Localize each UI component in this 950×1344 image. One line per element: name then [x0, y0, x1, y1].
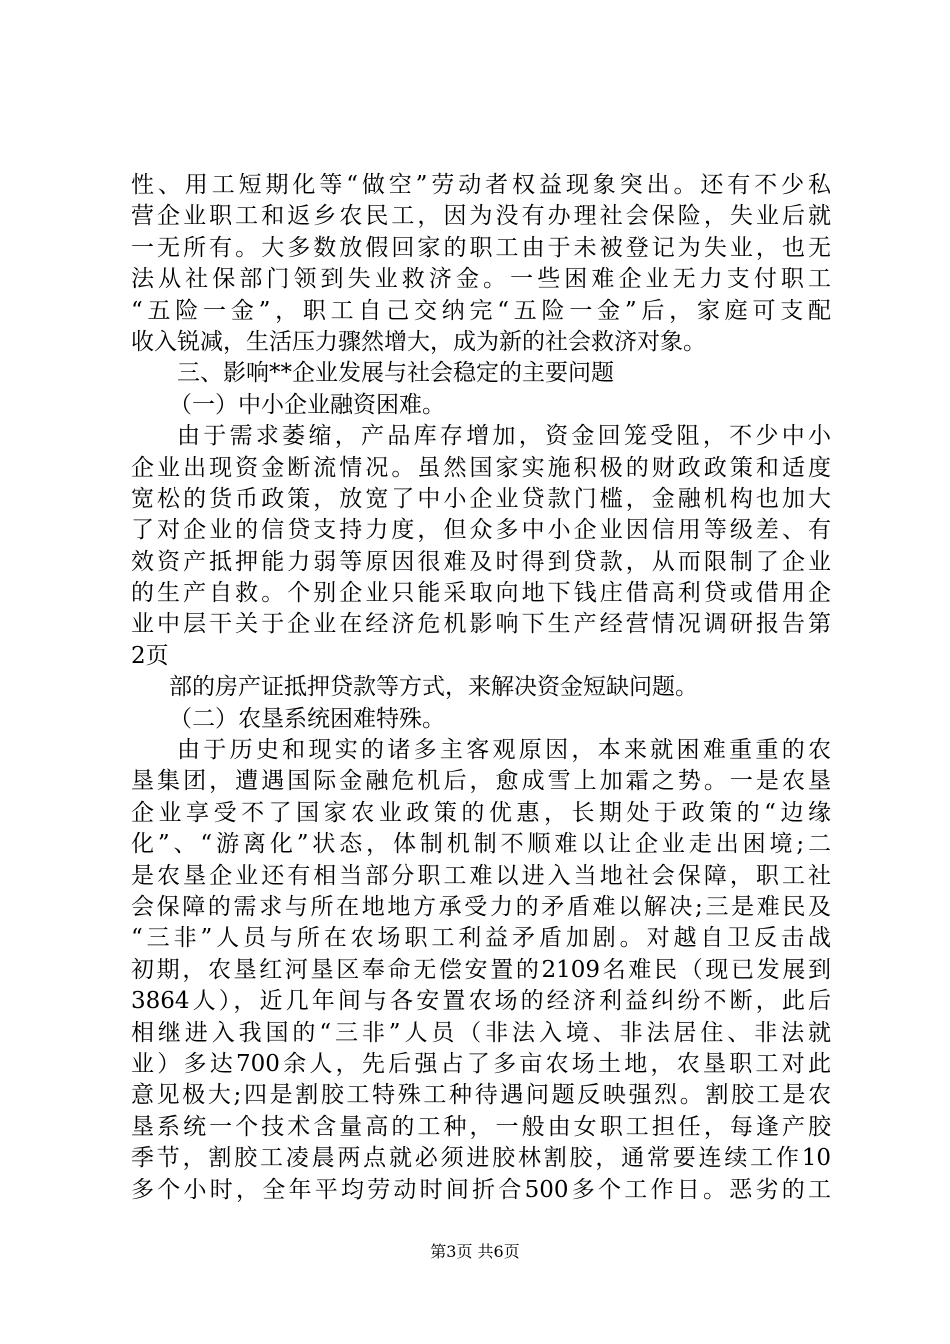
text-line: 了对企业的信贷支持力度，但众多中小企业因信用等级差、有 [131, 517, 831, 544]
page-footer [0, 1242, 950, 1262]
text-line: 由于历史和现实的诸多主客观原因，本来就困难重重的农 [177, 737, 831, 764]
text-line: “五险一金”，职工自己交纳完“五险一金”后，家庭可支配 [131, 297, 831, 324]
text-line: “三非”人员与所在农场职工利益矛盾加剧。对越自卫反击战 [131, 925, 831, 952]
section-heading: 三、影响**企业发展与社会稳定的主要问题 [177, 360, 614, 387]
text-line: 垦集团，遭遇国际金融危机后，愈成雪上加霜之势。一是农垦 [131, 768, 831, 795]
text-line: 性、用工短期化等“做空”劳动者权益现象突出。还有不少私 [131, 172, 831, 198]
text-line: 业中层干关于企业在经济危机影响下生产经营情况调研报告第 [131, 611, 831, 638]
text-line: 垦系统一个技术含量高的工种，一般由女职工担任，每逢产胶 [131, 1113, 831, 1140]
text-line: 由于需求萎缩，产品库存增加，资金回笼受阻，不少中小 [177, 423, 831, 450]
text-line: 初期，农垦红河垦区奉命无偿安置的2109名难民（现已发展到 [131, 956, 831, 983]
text-line: 收入锐减，生活压力骤然增大，成为新的社会救济对象。 [131, 328, 706, 355]
text-line: 3864人），近几年间与各安置农场的经济利益纠纷不断，此后 [131, 988, 831, 1015]
subsection-heading: （二）农垦系统困难特殊。 [169, 705, 445, 732]
text-line: 季节，割胶工凌晨两点就必须进胶林割胶，通常要连续工作10 [131, 1145, 831, 1172]
text-line: 会保障的需求与所在地地方承受力的矛盾难以解决;三是难民及 [131, 893, 831, 920]
text-line: 化”、“游离化”状态，体制机制不顺难以让企业走出困境;二 [131, 831, 831, 858]
subsection-heading: （一）中小企业融资困难。 [169, 391, 445, 418]
text-line: 企业享受不了国家农业政策的优惠，长期处于政策的“边缘 [131, 799, 831, 826]
text-line: 多个小时，全年平均劳动时间折合500多个工作日。恶劣的工 [131, 1176, 831, 1203]
text-line: 意见极大;四是割胶工特殊工种待遇问题反映强烈。割胶工是农 [131, 1082, 831, 1109]
text-line: 的生产自救。个别企业只能采取向地下钱庄借高利贷或借用企 [131, 580, 831, 607]
text-line: 宽松的货币政策，放宽了中小企业贷款门槛，金融机构也加大 [131, 485, 831, 512]
text-line: 部的房产证抵押贷款等方式，来解决资金短缺问题。 [169, 674, 698, 701]
text-line: 法从社保部门领到失业救济金。一些困难企业无力支付职工 [131, 266, 831, 293]
text-line: 营企业职工和返乡农民工，因为没有办理社会保险，失业后就 [131, 203, 831, 230]
text-line: 是农垦企业还有相当部分职工难以进入当地社会保障，职工社 [131, 862, 831, 889]
text-line: 企业出现资金断流情况。虽然国家实施积极的财政政策和适度 [131, 454, 831, 481]
text-line: 效资产抵押能力弱等原因很难及时得到贷款，从而限制了企业 [131, 548, 831, 575]
text-line: 相继进入我国的“三非”人员（非法入境、非法居住、非法就 [131, 1019, 831, 1046]
text-line: 业）多达700余人，先后强占了多亩农场土地，农垦职工对此 [131, 1050, 831, 1077]
document-body [131, 170, 831, 1206]
text-line: 一无所有。大多数放假回家的职工由于未被登记为失业，也无 [131, 234, 831, 261]
page-marker: 2页 [131, 642, 169, 669]
page-number-label: 第3页 共6页 [430, 1242, 520, 1261]
